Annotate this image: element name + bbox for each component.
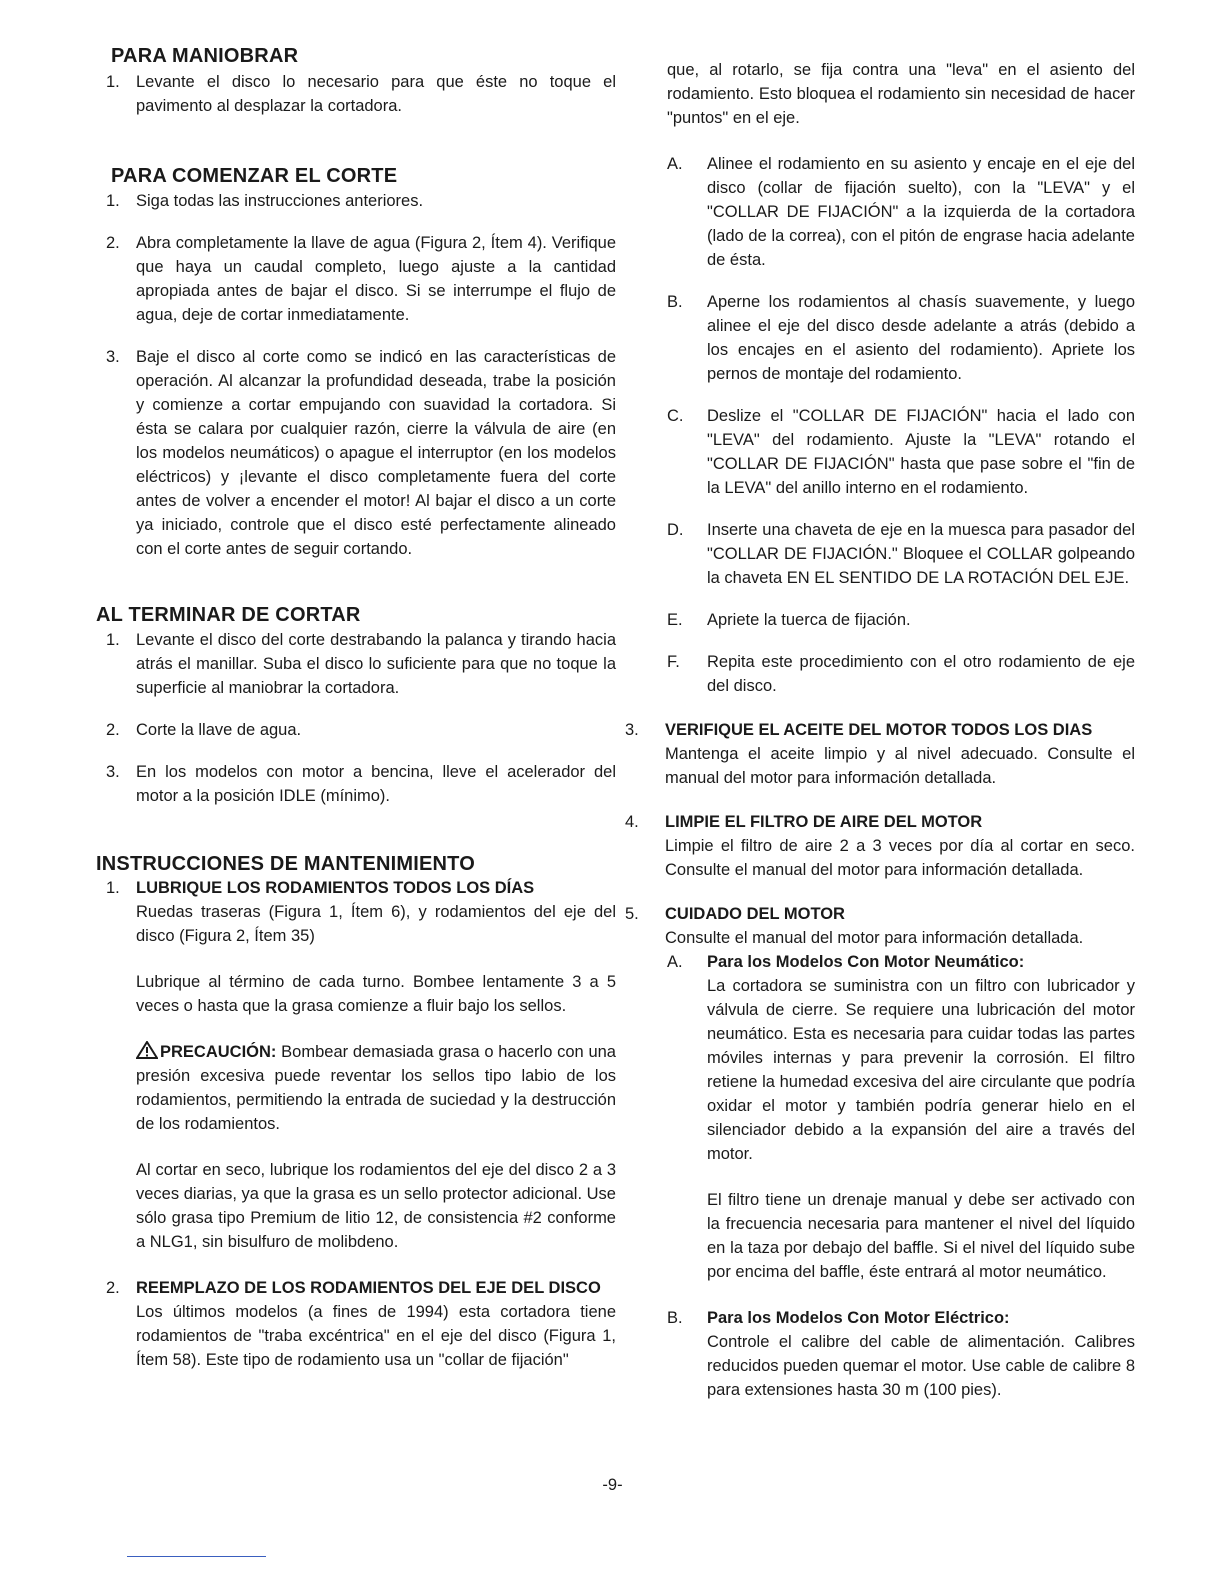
- list-item: 1. Levante el disco del corte destrabando la palanca y tirando hacia atrás el manillar. Suba el disco lo suficiente para que no toque la superficie al maniobrar la cortadora.: [106, 631, 616, 697]
- heading-al-terminar: AL TERMINAR DE CORTAR: [96, 604, 361, 626]
- bottom-divider: [127, 1556, 266, 1557]
- sub-item: A. Para los Modelos Con Motor Neumático: La cortadora se suministra con un filtro con lubricador y válvula de cierre. Se requiere una lubricación del motor neumático. Esta es necesaria para cuidar todas las partes móviles internas y para prevenir la corrosión. El filtro retiene la humedad excesiva del aire circulante que podría oxidar el motor y también podría generar hielo en el silenciador debido a la expansión del aire a través del motor. El filtro tiene un drenaje manual y debe ser activado con la frecuencia necesaria para mantener el nivel del líquido en la taza por debajo del baffle. Si el nivel del líquido sube por encima del baffle, éste entrará al motor neumático.: [667, 950, 1135, 1284]
- sub-item: B. Para los Modelos Con Motor Eléctrico: Controle el calibre del cable de alimentación. Calibres reducidos pueden quemar el motor. Use cable de calibre 8 para extensiones hasta 30 m (100 pies).: [667, 1306, 1135, 1402]
- list-item: 3. Baje el disco al corte como se indicó en las características de operación. Al alcanzar la profundidad deseada, trabe la posición y comienze a cortar empujando con suavidad la cortadora. Si ésta se calara por cualquier razón, cierre la válvula de aire (en los modelos neumáticos) o apague el interruptor (en los modelos eléctricos) y ¡levante el disco completamente fuera del corte antes de volver a encender el motor! Al bajar el disco a un corte ya iniciado, controle que el disco esté perfectamente alineado con el corte antes de seguir cortando.: [106, 348, 616, 558]
- list-item: 1. Levante el disco lo necesario para que éste no toque el pavimento al desplazar la cortadora.: [106, 73, 616, 115]
- heading-para-comenzar: PARA COMENZAR EL CORTE: [111, 165, 398, 187]
- page-number: -9-: [602, 1476, 623, 1494]
- subheading-neumatico: Para los Modelos Con Motor Neumático:: [707, 953, 1025, 971]
- subheading-lubrique: LUBRIQUE LOS RODAMIENTOS TODOS LOS DÍAS: [136, 879, 535, 897]
- step-item: B. Aperne los rodamientos al chasís suavemente, y luego alinee el eje del disco desde adelante a atrás (debido a los encajes en el asiento del rodamiento). Apriete los pernos de montaje del rodamiento.: [667, 293, 1135, 383]
- subheading-cuidado: CUIDADO DEL MOTOR: [665, 905, 845, 923]
- list-item: 1. LUBRIQUE LOS RODAMIENTOS TODOS LOS DÍAS Ruedas traseras (Figura 1, Ítem 6), y rodamientos del eje del disco (Figura 2, Ítem 35) Lubrique al término de cada turno. Bombee lentamente 3 a 5 veces o hasta que la grasa comienze a fluir bajo los sellos. PRECAUCIÓN: Bombear demasiada grasa o hacerlo con una presión excesiva puede reventar los sellos tipo labio de los rodamientos, permitiendo la entrada de suciedad y la destrucción de los rodamientos. Al cortar en seco, lubrique los rodamientos del eje del disco 2 a 3 veces diarias, ya que la grasa es un sello protector adicional. Use sólo grasa tipo Premium de litio 12, de consistencia #2 conforme a NLG1, sin bisulfuro de molibdeno.: [96, 876, 616, 1254]
- list-item: 3. En los modelos con motor a bencina, lleve el acelerador del motor a la posición IDLE (mínimo).: [106, 763, 616, 805]
- subheading-electrico: Para los Modelos Con Motor Eléctrico:: [707, 1309, 1010, 1327]
- left-column: [96, 44, 616, 1372]
- step-item: A. Alinee el rodamiento en su asiento y encaje en el eje del disco (collar de fijación suelto), con la "LEVA" y el "COLLAR DE FIJACIÓN" a la izquierda de la cortadora (lado de la correa), con el pitón de engrase hacia adelante de ésta.: [667, 155, 1135, 269]
- list-item: 2. Corte la llave de agua.: [106, 721, 302, 739]
- heading-mantenimiento: INSTRUCCIONES DE MANTENIMIENTO: [96, 853, 475, 875]
- caution-note: PRECAUCIÓN: Bombear demasiada grasa o hacerlo con una presión excesiva puede reventar los sellos tipo labio de los rodamientos, permitiendo la entrada de suciedad y la destrucción de los rodamientos.: [136, 1043, 616, 1133]
- heading-para-maniobrar: PARA MANIOBRAR: [111, 45, 299, 67]
- subheading-aceite: VERIFIQUE EL ACEITE DEL MOTOR TODOS LOS DIAS: [665, 721, 1093, 739]
- continued-text: que, al rotarlo, se fija contra una "leva" en el asiento del rodamiento. Esto bloquea el rodamiento sin necesidad de hacer "puntos" en el eje.: [667, 61, 1135, 127]
- list-item: 5. CUIDADO DEL MOTOR Consulte el manual del motor para información detallada.: [625, 902, 1135, 950]
- right-column: [625, 58, 1135, 1402]
- list-item: 2. Abra completamente la llave de agua (Figura 2, Ítem 4). Verifique que haya un caudal completo, luego ajuste a la cantidad apropiada antes de bajar el disco. Si se interrumpe el flujo de agua, deje de cortar inmediatamente.: [106, 234, 616, 324]
- subheading-reemplazo: REEMPLAZO DE LOS RODAMIENTOS DEL EJE DEL DISCO: [136, 1279, 601, 1297]
- step-item: E. Apriete la tuerca de fijación.: [667, 611, 911, 629]
- subheading-filtro: LIMPIE EL FILTRO DE AIRE DEL MOTOR: [665, 813, 983, 831]
- list-item: 2. REEMPLAZO DE LOS RODAMIENTOS DEL EJE DEL DISCO Los últimos modelos (a fines de 1994) esta cortadora tiene rodamientos de "traba excéntrica" en el eje del disco (Figura 1, Ítem 58). Este tipo de rodamiento usa un "collar de fijación": [96, 1276, 616, 1372]
- list-item: 1. Siga todas las instrucciones anteriores.: [106, 192, 424, 210]
- list-item: 4. LIMPIE EL FILTRO DE AIRE DEL MOTOR Limpie el filtro de aire 2 a 3 veces por día al cortar en seco. Consulte el manual del motor para información detallada.: [625, 810, 1135, 882]
- warning-triangle-icon: [136, 1041, 158, 1059]
- step-item: D. Inserte una chaveta de eje en la muesca para pasador del "COLLAR DE FIJACIÓN." Bloquee el COLLAR golpeando la chaveta EN EL SENTIDO DE LA ROTACIÓN DEL EJE.: [667, 521, 1135, 587]
- step-item: F. Repita este procedimiento con el otro rodamiento de eje del disco.: [667, 653, 1135, 695]
- step-item: C. Deslize el "COLLAR DE FIJACIÓN" hacia el lado con "LEVA" del rodamiento. Ajuste la "LEVA" rotando el "COLLAR DE FIJACIÓN" hasta que pase sobre el "fin de la LEVA" del anillo interno en el rodamiento.: [667, 407, 1135, 497]
- list-item: 3. VERIFIQUE EL ACEITE DEL MOTOR TODOS LOS DIAS Mantenga el aceite limpio y al nivel adecuado. Consulte el manual del motor para información detallada.: [625, 718, 1135, 790]
